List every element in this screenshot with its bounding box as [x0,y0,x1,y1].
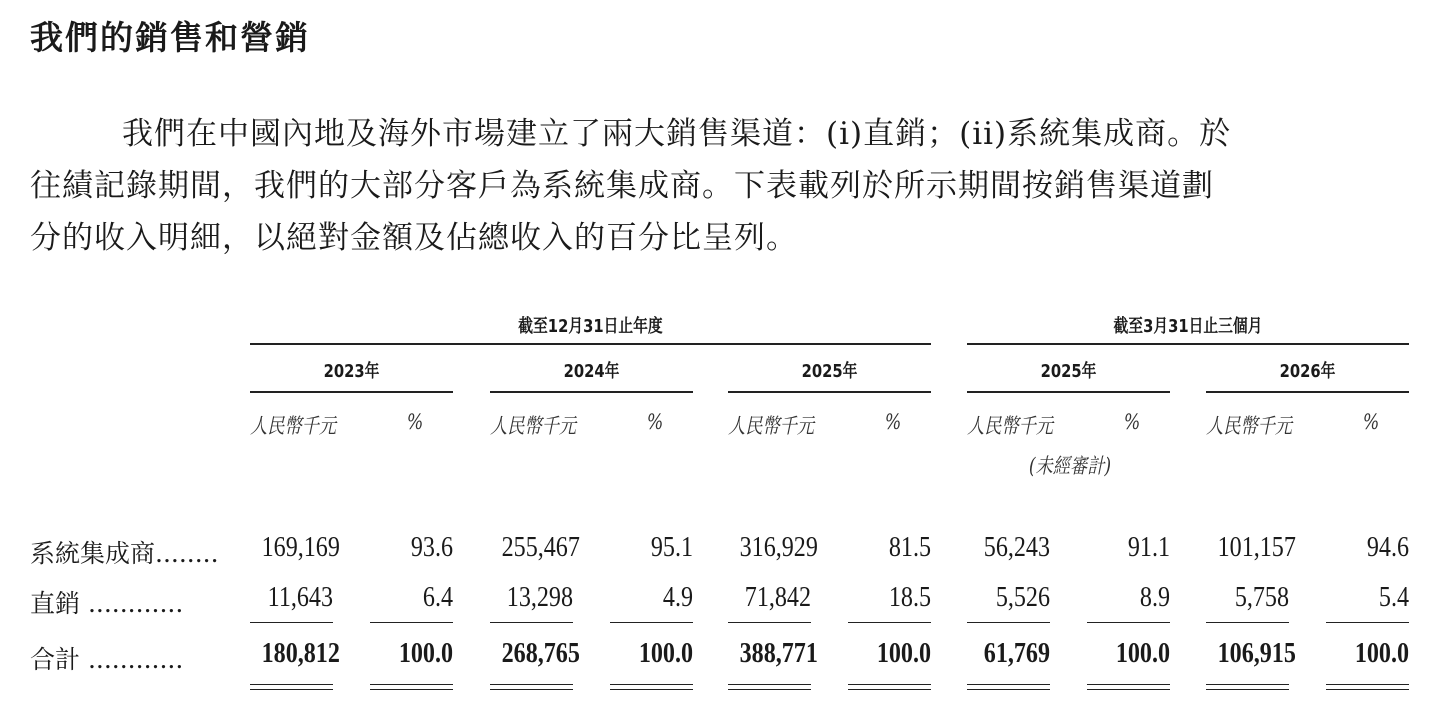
subtotal-rule [848,622,931,623]
unit-amount-label: 人民幣千元 [490,414,577,438]
unit-amount-label: 人民幣千元 [1206,414,1293,438]
table-cell: 255,467 [501,532,580,563]
table-cell: 316,929 [739,532,818,563]
table-cell: 81.5 [888,532,931,563]
total-cell: 100.0 [638,638,693,669]
table-cell: 95.1 [650,532,693,563]
total-cell: 100.0 [398,638,453,669]
table-cell: 56,243 [983,532,1050,563]
table-cell: 94.6 [1366,532,1409,563]
unit-percent-label: % [884,410,902,434]
row-label: 合計 ............ [30,645,184,674]
period-rule [250,391,453,393]
total-double-rule [1206,684,1289,690]
table-cell: 91.1 [1127,532,1170,563]
period-rule [967,391,1170,393]
period-header: 2026年 [1279,361,1336,382]
total-double-rule [250,684,333,690]
row-label: 直銷 ............ [30,589,184,618]
subtotal-rule [370,622,453,623]
total-double-rule [848,684,931,690]
table-cell: 93.6 [410,532,453,563]
subtotal-rule [728,622,811,623]
total-cell: 268,765 [501,638,580,669]
paragraph-line: 分的收入明細，以絕對金額及佔總收入的百分比呈列。 [30,220,798,256]
table-cell: 5,758 [1234,582,1289,613]
unit-percent-label: % [406,410,424,434]
unaudited-note: (未經審計) [1028,454,1112,478]
group-header-three-months: 截至3月31日止三個月 [1113,316,1263,337]
group-header-fiscal-year: 截至12月31日止年度 [518,316,663,337]
unit-percent-label: % [1123,410,1141,434]
table-cell: 71,842 [744,582,811,613]
table-cell: 18.5 [888,582,931,613]
subtotal-rule [1087,622,1170,623]
total-cell: 100.0 [876,638,931,669]
period-header: 2025年 [801,361,858,382]
table-cell: 169,169 [261,532,340,563]
total-cell: 100.0 [1115,638,1170,669]
total-double-rule [967,684,1050,690]
subtotal-rule [610,622,693,623]
total-cell: 100.0 [1354,638,1409,669]
subtotal-rule [490,622,573,623]
total-cell: 106,915 [1217,638,1296,669]
unit-percent-label: % [646,410,664,434]
period-rule [490,391,693,393]
table-cell: 5.4 [1378,582,1409,613]
period-rule [1206,391,1409,393]
period-header: 2025年 [1040,361,1097,382]
intro-paragraph [30,108,1410,264]
table-cell: 13,298 [506,582,573,613]
table-cell: 4.9 [662,582,693,613]
total-cell: 388,771 [739,638,818,669]
total-cell: 61,769 [983,638,1050,669]
subtotal-rule [967,622,1050,623]
unit-percent-label: % [1362,410,1380,434]
subtotal-rule [250,622,333,623]
group-rule [967,343,1409,345]
total-double-rule [490,684,573,690]
total-double-rule [1326,684,1409,690]
table-cell: 11,643 [267,582,333,613]
table-cell: 101,157 [1217,532,1296,563]
table-cell: 5,526 [995,582,1050,613]
group-rule [250,343,931,345]
total-double-rule [370,684,453,690]
total-double-rule [728,684,811,690]
period-header: 2024年 [563,361,620,382]
unit-amount-label: 人民幣千元 [967,414,1054,438]
total-cell: 180,812 [261,638,340,669]
row-label: 系統集成商........ [30,539,219,568]
subtotal-rule [1206,622,1289,623]
total-double-rule [1087,684,1170,690]
table-cell: 8.9 [1139,582,1170,613]
period-header: 2023年 [323,361,380,382]
unit-amount-label: 人民幣千元 [250,414,337,438]
table-cell: 6.4 [422,582,453,613]
unit-amount-label: 人民幣千元 [728,414,815,438]
total-double-rule [610,684,693,690]
subtotal-rule [1326,622,1409,623]
section-heading: 我們的銷售和營銷 [30,18,310,57]
paragraph-line: 我們在中國內地及海外市場建立了兩大銷售渠道：(i)直銷；(ii)系統集成商。於 [122,116,1232,152]
paragraph-line: 往績記錄期間，我們的大部分客戶為系統集成商。下表載列於所示期間按銷售渠道劃 [30,168,1214,204]
period-rule [728,391,931,393]
